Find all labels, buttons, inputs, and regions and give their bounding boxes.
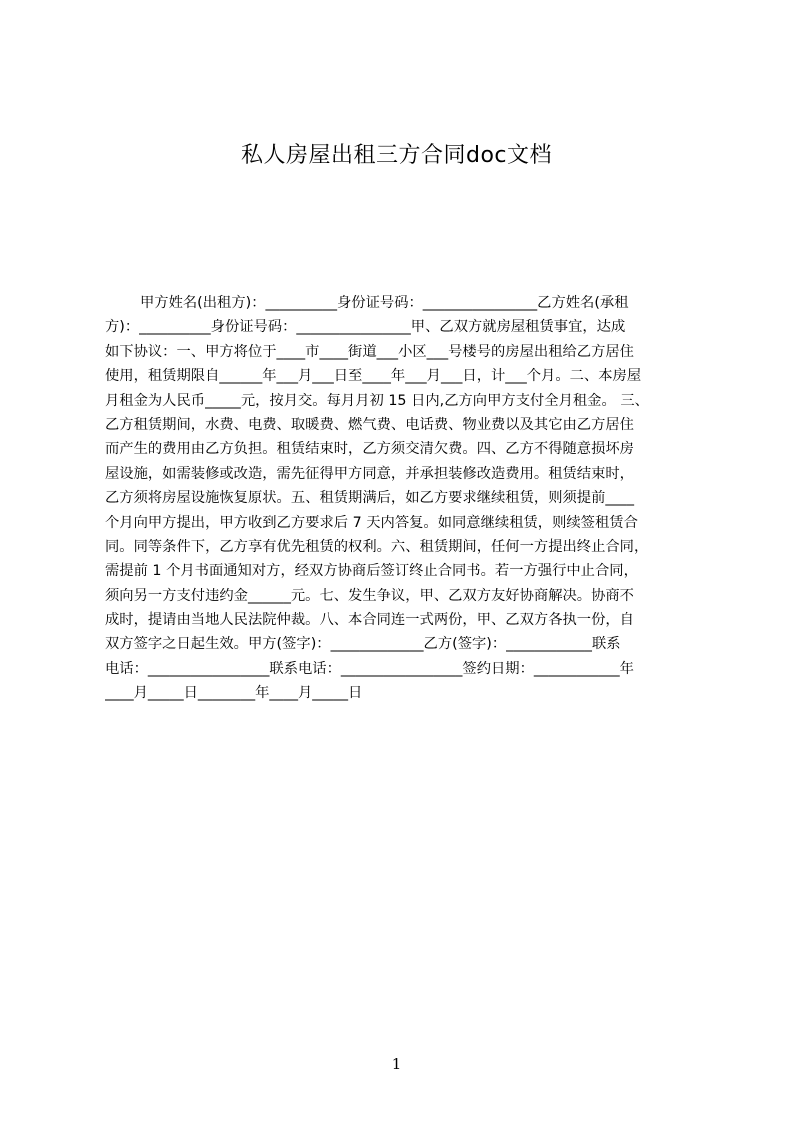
contract-line-3: 如下协议：一、甲方将位于____市____街道___小区___号楼号的房屋出租给乙方居住	[105, 343, 634, 360]
contract-line-12: 需提前 1 个月书面通知对方，经双方协商后签订终止合同书。若一方强行中止合同，	[105, 563, 638, 580]
contract-line-17: ____月_____日________年____月_____日	[105, 685, 363, 702]
contract-line-11: 同。同等条件下，乙方享有优先租赁的权利。六、租赁期间，任何一方提出终止合同，	[105, 538, 649, 555]
contract-line-4: 使用，租赁期限自______年___月___日至____年___月___日，计___个月。二、本房屋	[105, 368, 642, 385]
contract-line-5: 月租金为人民币_____元，按月交。每月月初 15 日内,乙方向甲方支付全月租金。 三、	[105, 392, 649, 409]
contract-line-15: 双方签字之日起生效。甲方(签字)：_____________乙方(签字)：____________联系	[105, 636, 621, 653]
contract-line-8: 屋设施，如需装修或改造，需先征得甲方同意，并承担装修改造费用。租赁结束时，	[105, 465, 634, 482]
document-title: 私人房屋出租三方合同doc文档	[240, 143, 553, 168]
contract-line-7: 而产生的费用由乙方负担。租赁结束时，乙方须交清欠费。四、乙方不得随意损坏房	[105, 441, 634, 458]
contract-line-1: 甲方姓名(出租方)：__________身份证号码：________________乙方姓名(承租	[140, 295, 629, 311]
contract-line-13: 须向另一方支付违约金______元。七、发生争议，甲、乙双方友好协商解决。协商不	[105, 587, 634, 604]
contract-line-14: 成时，提请由当地人民法院仲裁。八、本合同连一式两份，甲、乙双方各执一份，自	[105, 612, 634, 629]
page-number: 1	[391, 1055, 402, 1073]
contract-body	[105, 291, 701, 741]
contract-line-6: 乙方租赁期间，水费、电费、取暖费、燃气费、电话费、物业费以及其它由乙方居住	[105, 416, 634, 433]
contract-line-10: 个月向甲方提出，甲方收到乙方要求后 7 天内答复。如同意继续租赁，则续签租赁合	[105, 514, 638, 531]
contract-line-2: 方)：__________身份证号码：________________甲、乙双方就房屋租赁事宜，达成	[105, 319, 626, 336]
contract-line-9: 乙方须将房屋设施恢复原状。五、租赁期满后，如乙方要求继续租赁，则须提前____	[105, 490, 634, 507]
contract-line-16: 电话：_________________联系电话：_________________签约日期：____________年	[105, 660, 634, 677]
